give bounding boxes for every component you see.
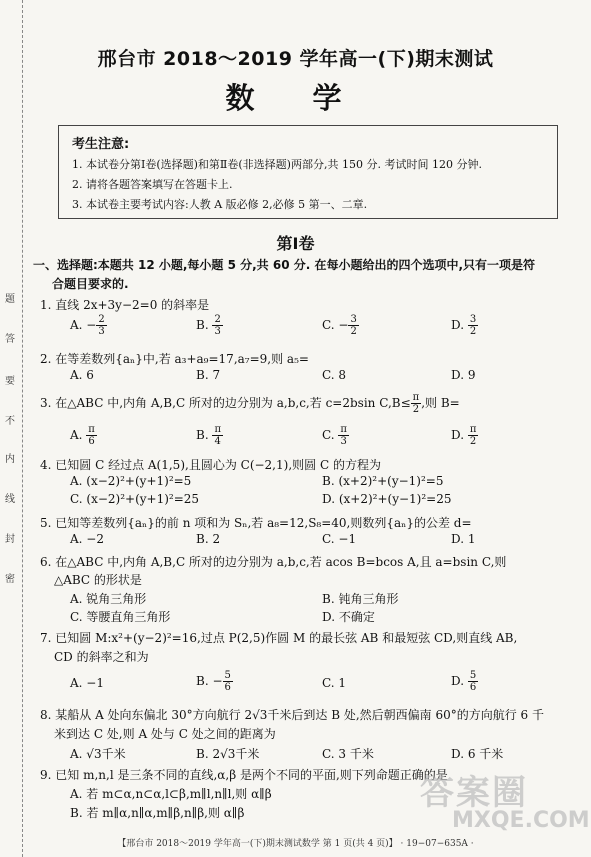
q7-option-a[interactable]: A. −1 <box>70 676 104 690</box>
watermark-url: MXQE.COM <box>452 808 590 833</box>
q8-option-c[interactable]: C. 3 千米 <box>322 747 374 761</box>
margin-char: 内 <box>5 454 15 465</box>
q1-option-a[interactable]: A. − $\frac{2}{3}$ <box>70 314 105 337</box>
question-8-stem: 8. 某船从 A 处向东偏北 30°方向航行 2√3千米后到达 B 处,然后朝西偏南 60°的方向航行 6 千 <box>40 708 544 722</box>
question-6-stem: 6. 在△ABC 中,内角 A,B,C 所对的边分别为 a,b,c,若 acos B=bcos A,且 a=bsin C,则 <box>40 555 507 569</box>
q3-option-c[interactable]: C. $\frac{\pi}{3}$ <box>322 424 347 447</box>
q6-option-c[interactable]: C. 等腰直角三角形 <box>70 610 171 624</box>
q6-option-d[interactable]: D. 不确定 <box>322 610 375 624</box>
q5-option-a[interactable]: A. −2 <box>70 532 104 546</box>
q6-option-b[interactable]: B. 钝角三角形 <box>322 592 399 606</box>
q5-option-c[interactable]: C. −1 <box>322 532 357 546</box>
page-footer: 【邢台市 2018～2019 学年高一(下)期末测试数学 第 1 页(共 4 页)】 · 19−07−635A · <box>117 839 474 849</box>
q4-option-c[interactable]: C. (x−2)²+(y+1)²=25 <box>70 492 200 506</box>
question-7-stem-cont: CD 的斜率之和为 <box>54 650 149 664</box>
subject-title: 数 学 <box>225 81 366 115</box>
q4-option-d[interactable]: D. (x+2)²+(y−1)²=25 <box>322 492 452 506</box>
margin-char: 题 <box>5 294 15 305</box>
q9-option-a[interactable]: A. 若 m⊂α,n⊂α,l⊂β,m∥l,n∥l,则 α∥β <box>70 787 272 801</box>
notice-line: 3. 本试卷主要考试内容:人教 A 版必修 2,必修 5 第一、二章. <box>72 198 368 211</box>
question-8-stem-cont: 米到达 C 处,则 A 处与 C 处之间的距离为 <box>54 727 276 741</box>
q2-option-c[interactable]: C. 8 <box>322 368 347 382</box>
margin-char: 线 <box>5 494 15 505</box>
notice-line: 1. 本试卷分第Ⅰ卷(选择题)和第Ⅱ卷(非选择题)两部分,共 150 分. 考试时间 120 分钟. <box>72 158 482 171</box>
margin-char: 不 <box>5 416 15 427</box>
q1-option-d[interactable]: D. $\frac{3}{2}$ <box>451 314 477 337</box>
margin-char: 答 <box>5 334 15 345</box>
watermark-logo: 答案圈 <box>420 773 528 813</box>
q2-option-a[interactable]: A. 6 <box>70 368 94 382</box>
q8-option-a[interactable]: A. √3千米 <box>70 747 126 761</box>
q2-option-d[interactable]: D. 9 <box>451 368 476 382</box>
q6-option-a[interactable]: A. 锐角三角形 <box>70 592 147 606</box>
q1-option-b[interactable]: B. $\frac{2}{3}$ <box>196 314 221 337</box>
q7-option-b[interactable]: B. − $\frac{5}{6}$ <box>196 670 231 693</box>
q8-option-b[interactable]: B. 2√3千米 <box>196 747 260 761</box>
question-7-stem: 7. 已知圆 M:x²+(y−2)²=16,过点 P(2,5)作圆 M 的最长弦 AB 和最短弦 CD,则直线 AB, <box>40 631 518 645</box>
margin-char: 要 <box>5 376 15 387</box>
q7-option-c[interactable]: C. 1 <box>322 676 347 690</box>
notice-title: 考生注意: <box>72 137 130 152</box>
question-1-stem: 1. 直线 2x+3y−2=0 的斜率是 <box>40 298 210 312</box>
binding-margin <box>0 0 23 857</box>
q2-option-b[interactable]: B. 7 <box>196 368 221 382</box>
q7-option-d[interactable]: D. $\frac{5}{6}$ <box>451 670 477 693</box>
q3-option-a[interactable]: A. $\frac{\pi}{6}$ <box>70 424 95 447</box>
exam-title: 邢台市 2018～2019 学年高一(下)期末测试 <box>97 48 494 70</box>
section-heading: 一、选择题:本题共 12 小题,每小题 5 分,共 60 分. 在每小题给出的四个选项中,只有一项是符 <box>33 258 536 272</box>
question-9-stem: 9. 已知 m,n,l 是三条不同的直线,α,β 是两个不同的平面,则下列命题正确的是 <box>40 768 448 782</box>
q5-option-b[interactable]: B. 2 <box>196 532 221 546</box>
q5-option-d[interactable]: D. 1 <box>451 532 476 546</box>
question-3-stem: 3. 在△ABC 中,内角 A,B,C 所对的边分别为 a,b,c,若 c=2bsin C,B≤ $\frac{\pi}{2}$ ,则 B= <box>40 392 460 415</box>
question-2-stem: 2. 在等差数列{aₙ}中,若 a₃+a₉=17,a₇=9,则 a₅= <box>40 352 309 366</box>
q9-option-b[interactable]: B. 若 m∥α,n∥α,m∥β,n∥β,则 α∥β <box>70 806 245 820</box>
q3-option-b[interactable]: B. $\frac{\pi}{4}$ <box>196 424 222 447</box>
q1-option-c[interactable]: C. − $\frac{3}{2}$ <box>322 314 357 337</box>
q3-option-d[interactable]: D. $\frac{\pi}{2}$ <box>451 424 477 447</box>
q4-option-b[interactable]: B. (x+2)²+(y−1)²=5 <box>322 474 444 488</box>
q8-option-d[interactable]: D. 6 千米 <box>451 747 504 761</box>
part-title: 第Ⅰ卷 <box>276 234 315 253</box>
section-heading-cont: 合题目要求的. <box>52 277 129 291</box>
margin-char: 封 <box>5 534 15 545</box>
question-4-stem: 4. 已知圆 C 经过点 A(1,5),且圆心为 C(−2,1),则圆 C 的方程为 <box>40 458 381 472</box>
question-5-stem: 5. 已知等差数列{aₙ}的前 n 项和为 Sₙ,若 a₈=12,S₈=40,则数列{aₙ}的公差 d= <box>40 516 472 530</box>
notice-line: 2. 请将各题答案填写在答题卡上. <box>72 178 233 191</box>
question-6-stem-cont: △ABC 的形状是 <box>54 573 142 587</box>
margin-char: 密 <box>5 574 15 585</box>
q4-option-a[interactable]: A. (x−2)²+(y+1)²=5 <box>70 474 192 488</box>
